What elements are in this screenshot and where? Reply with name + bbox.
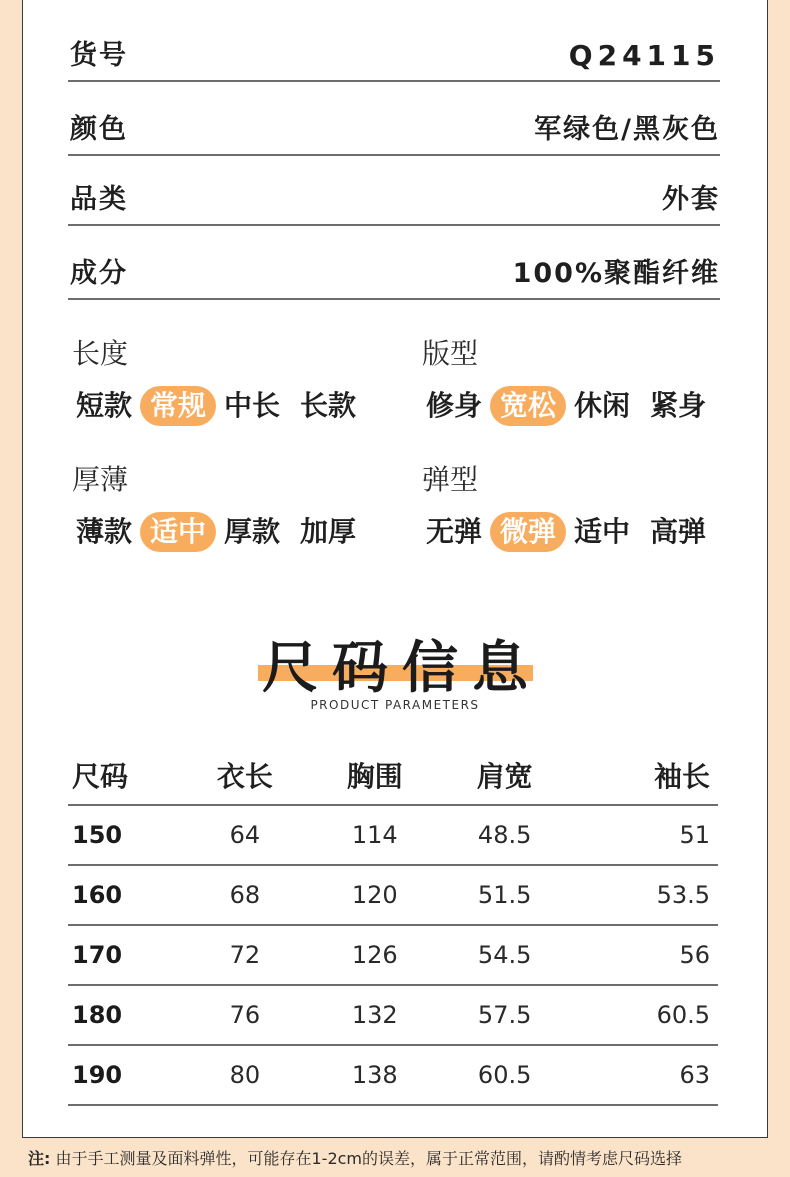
attr-options [72, 386, 360, 426]
info-row-color [68, 98, 720, 156]
option: 厚款 [224, 515, 281, 548]
column-header: 衣长 [180, 746, 310, 805]
size-table [68, 746, 718, 1106]
footnote [28, 1146, 682, 1169]
cell-sleeve: 56 [570, 925, 718, 985]
info-value: 100%聚酯纤维 [512, 258, 720, 289]
cell-sleeve: 53.5 [570, 865, 718, 925]
attr-title: 弹型 [422, 463, 479, 496]
table-header-row [68, 746, 718, 805]
cell-size: 160 [68, 865, 180, 925]
cell-size: 190 [68, 1045, 180, 1105]
option-selected: 适中 [140, 512, 216, 552]
cell-size: 150 [68, 805, 180, 865]
info-key: 品类 [70, 184, 128, 215]
cell-length: 72 [180, 925, 310, 985]
cell-chest: 132 [310, 985, 440, 1045]
column-header: 尺码 [68, 746, 180, 805]
option: 加厚 [300, 515, 357, 548]
info-row-material [68, 242, 720, 300]
table-row [68, 1045, 718, 1105]
attr-options [422, 512, 710, 552]
option: 高弹 [650, 515, 707, 548]
column-header: 肩宽 [440, 746, 570, 805]
cell-shoulder: 54.5 [440, 925, 570, 985]
table-row [68, 805, 718, 865]
column-header: 胸围 [310, 746, 440, 805]
cell-chest: 120 [310, 865, 440, 925]
table-row [68, 925, 718, 985]
option: 中长 [224, 389, 281, 422]
attr-title: 版型 [422, 337, 479, 370]
info-key: 颜色 [70, 114, 128, 145]
option: 薄款 [76, 515, 133, 548]
info-row-category [68, 170, 720, 226]
cell-shoulder: 57.5 [440, 985, 570, 1045]
info-row-item-no [68, 24, 720, 82]
option-selected: 常规 [140, 386, 216, 426]
option: 适中 [574, 515, 631, 548]
info-key: 货号 [70, 40, 128, 71]
cell-sleeve: 60.5 [570, 985, 718, 1045]
attr-fit [422, 332, 710, 426]
option-selected: 微弹 [490, 512, 566, 552]
option: 修身 [426, 389, 483, 422]
cell-shoulder: 60.5 [440, 1045, 570, 1105]
attr-options [422, 386, 710, 426]
attr-title: 厚薄 [72, 463, 129, 496]
option: 紧身 [650, 389, 707, 422]
info-key: 成分 [70, 258, 128, 289]
section-title: 尺码信息 [262, 636, 542, 701]
attr-thickness [72, 458, 360, 552]
info-value: 军绿色/黑灰色 [534, 114, 720, 145]
column-header: 袖长 [570, 746, 718, 805]
attr-length [72, 332, 360, 426]
attr-title: 长度 [72, 337, 129, 370]
cell-chest: 138 [310, 1045, 440, 1105]
info-value: Q24115 [568, 39, 720, 72]
table-row [68, 985, 718, 1045]
option: 无弹 [426, 515, 483, 548]
info-value: 外套 [662, 184, 720, 215]
cell-size: 180 [68, 985, 180, 1045]
option-selected: 宽松 [490, 386, 566, 426]
footnote-text: 由于手工测量及面料弹性，可能存在1-2cm的误差，属于正常范围，请酌情考虑尺码选择 [55, 1149, 683, 1168]
footnote-label: 注: [28, 1149, 51, 1168]
attr-elasticity [422, 458, 710, 552]
option: 长款 [300, 389, 357, 422]
cell-chest: 126 [310, 925, 440, 985]
cell-chest: 114 [310, 805, 440, 865]
cell-sleeve: 63 [570, 1045, 718, 1105]
cell-length: 68 [180, 865, 310, 925]
section-subtitle: PRODUCT PARAMETERS [310, 698, 480, 712]
cell-size: 170 [68, 925, 180, 985]
cell-length: 76 [180, 985, 310, 1045]
cell-shoulder: 48.5 [440, 805, 570, 865]
table-row [68, 865, 718, 925]
attr-options [72, 512, 360, 552]
option: 短款 [76, 389, 133, 422]
cell-sleeve: 51 [570, 805, 718, 865]
option: 休闲 [574, 389, 631, 422]
cell-length: 80 [180, 1045, 310, 1105]
cell-shoulder: 51.5 [440, 865, 570, 925]
cell-length: 64 [180, 805, 310, 865]
